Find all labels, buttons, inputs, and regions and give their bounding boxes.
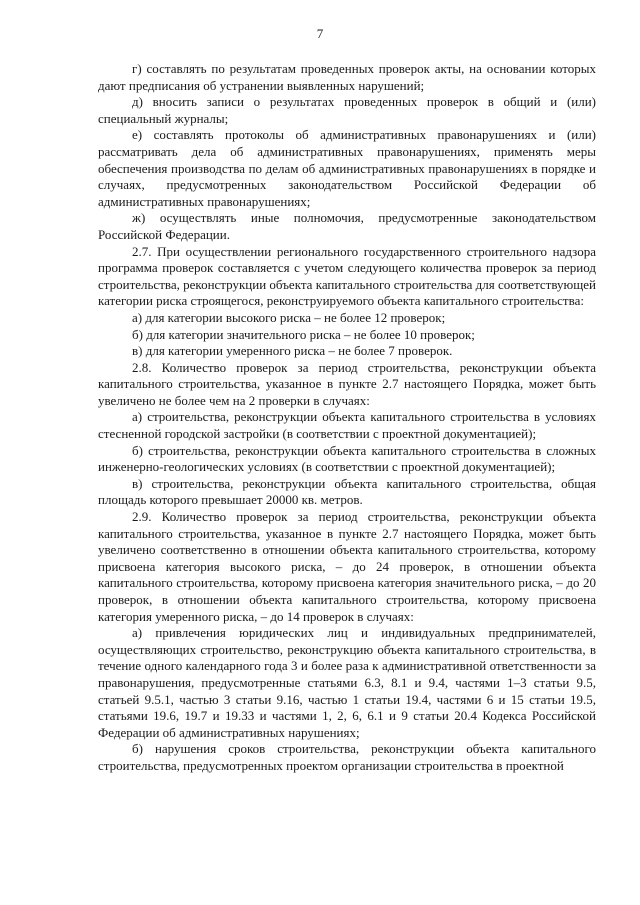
page-number: 7 [316, 26, 324, 41]
paragraph-d-journal-records: д) вносить записи о результатах проведенных проверок в общий и (или) специальный журналы; [98, 94, 596, 126]
paragraph-e-protocols: е) составлять протоколы об административных правонарушениях и (или) рассматривать дела об административных правонарушениях, применять меры обеспечения производства по делам об административных правонарушениях в порядке и случаях, предусмотренных законодательством Российской Федерации об административных правонарушениях; [98, 127, 596, 209]
paragraph-2-9-b-deadline-violations: б) нарушения сроков строительства, реконструкции объекта капитального строительства, предусмотренных проектом организации строительства в проектной [98, 741, 596, 773]
paragraph-2-7-a-high-risk: а) для категории высокого риска – не более 12 проверок; [132, 309, 446, 325]
paragraph-2-8-a-dense-development: а) строительства, реконструкции объекта капитального строительства в условиях стесненной городской застройки (в соответствии с проектной документацией); [98, 409, 596, 442]
document-body [98, 61, 596, 775]
paragraph-2-9-a-administrative-liability: а) привлечения юридических лиц и индивидуальных предпринимателей, осуществляющих строительство, реконструкцию объекта капитального строительства, в течение одного календарного года 3 и более раза к административной ответственности за правонарушения, предусмотренные статьями 6.3, 8.1 и 9.4, частями 1–3 статьи 9.5, статьей 9.5.1, частью 3 статьи 9.16, частью 1 статьи 19.4, частями 6 и 15 статьи 19.5, статьями 19.6, 19.7 и 19.33 и частями 1, 2, 6, 6.1 и 9 статьи 20.4 Кодекса Российской Федерации об административных нарушениях; [98, 625, 596, 740]
paragraph-2-7: 2.7. При осуществлении регионального государственного строительного надзора программа проверок составляется с учетом следующего количества проверок за период строительства, реконструкции объекта капитального строительства для соответствующей категории риска строящегося, реконструируемого объекта капитального строительства: [98, 243, 596, 309]
paragraph-2-7-v-moderate-risk: в) для категории умеренного риска – не более 7 проверок. [132, 343, 453, 359]
paragraph-zh-other-powers: ж) осуществлять иные полномочия, предусмотренные законодательством Российской Федерации. [98, 210, 596, 242]
paragraph-2-8-v-large-area: в) строительства, реконструкции объекта капитального строительства, общая площадь которого превышает 20000 кв. метров. [98, 475, 596, 508]
paragraph-2-7-b-significant-risk: б) для категории значительного риска – не более 10 проверок; [132, 326, 475, 342]
paragraph-2-8: 2.8. Количество проверок за период строительства, реконструкции объекта капитального строительства, указанное в пункте 2.7 настоящего Порядка, может быть увеличено не более чем на 2 проверки в случаях: [98, 359, 596, 408]
paragraph-2-8-b-complex-geology: б) строительства, реконструкции объекта капитального строительства в сложных инженерно-геологических условиях (в соответствии с проектной документацией); [98, 442, 596, 475]
paragraph-2-9: 2.9. Количество проверок за период строительства, реконструкции объекта капитального строительства, указанное в пункте 2.7 настоящего Порядка, может быть увеличено соответственно в отношении объекта капитального строительства, которому присвоена категория высокого риска, – до 24 проверок, в отношении объекта капитального строительства, которому присвоена категория значительного риска, – до 20 проверок, в отношении объекта капитального строительства, которому присвоена категория умеренного риска, – до 14 проверок в случаях: [98, 509, 596, 624]
paragraph-g-acts: г) составлять по результатам проведенных проверок акты, на основании которых дают предписания об устранении выявленных нарушений; [98, 61, 596, 93]
